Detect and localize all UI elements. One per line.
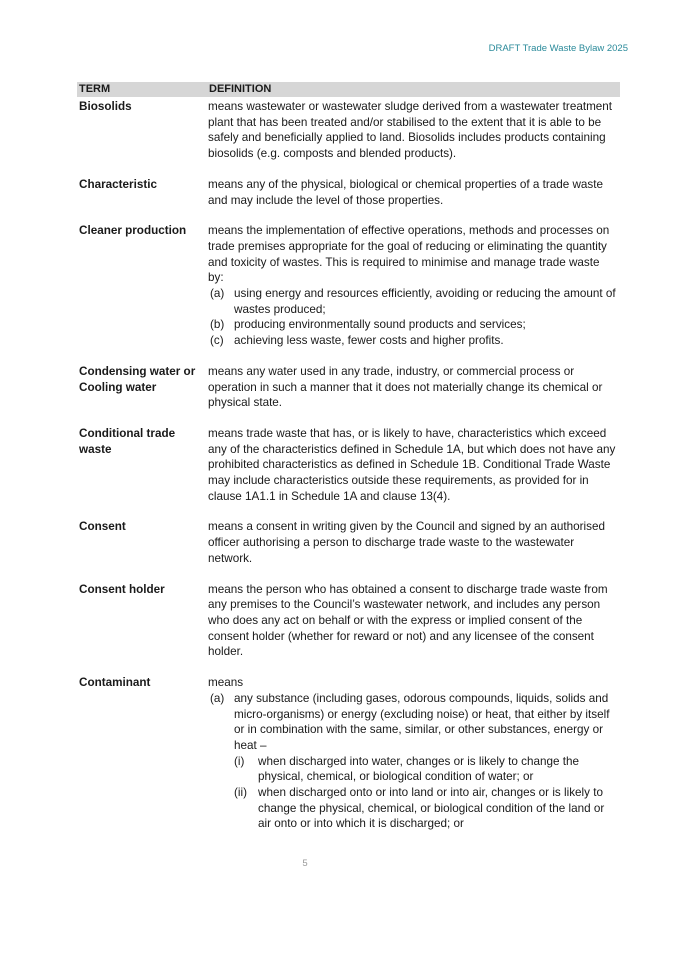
- definition-cell: [208, 223, 618, 349]
- definition-text: means the implementation of effective operations, methods and processes on trade premises appropriate for the goal of reducing or eliminating the quantity and toxicity of wastes. This is required to minimise and manage trade waste by:: [208, 224, 610, 285]
- list-label: (b): [210, 318, 225, 332]
- term-cell: Conditional trade waste: [79, 426, 176, 456]
- list-label: (a): [210, 691, 225, 705]
- definition-cell: means trade waste that has, or is likely to have, characteristics which exceed any of the characteristics defined in Schedule 1A, but which does not have any prohibited characteristics as defined in Schedule 1B. Conditional Trade Waste may include characteristics outside these requirements, as provided for in clause 1A1.1 in Schedule 1A and clause 13(4).: [208, 426, 616, 503]
- list-text: any substance (including gases, odorous compounds, liquids, solids and micro-organisms) or energy (excluding noise) or heat, that either by itself or in combination with the same, similar, or other substances, energy or heat –: [234, 691, 610, 752]
- definition-cell: means the person who has obtained a consent to discharge trade waste from any premises to the Council’s wastewater network, and includes any person who does any act on behalf or with the express or implied consent of the consent holder (whether for reward or not) and any licensee of the consent holder.: [208, 582, 608, 659]
- table-row: [77, 519, 620, 566]
- definition-cell: means wastewater or wastewater sludge derived from a wastewater treatment plant that has been treated and/or stabilised to the extent that it is able to be safely and beneficially applied to land. Biosolids includes products containing biosolids (e.g. composts and blended products).: [208, 100, 613, 161]
- list-text: when discharged onto or into land or into air, changes or is likely to change the physical, chemical, or biological condition of the land or air onto or into which it is discharged; or: [258, 786, 605, 831]
- list-label: (ii): [234, 786, 247, 800]
- definition-cell: [208, 675, 618, 832]
- list-text: when discharged into water, changes or is likely to change the physical, chemical, or biological condition of water; or: [258, 754, 579, 784]
- table-row: [77, 364, 620, 411]
- definition-cell: means any of the physical, biological or chemical properties of a trade waste and may include the level of those properties.: [208, 177, 603, 207]
- document-header-title: DRAFT Trade Waste Bylaw 2025: [488, 43, 628, 54]
- table-row: [77, 426, 620, 505]
- definitions-table: [77, 82, 620, 832]
- list-text: using energy and resources efficiently, avoiding or reducing the amount of wastes produced;: [234, 287, 616, 316]
- list-label: (a): [210, 287, 225, 301]
- term-cell: Consent: [79, 520, 126, 534]
- list-label: (i): [234, 754, 245, 768]
- term-cell: Consent holder: [79, 582, 165, 596]
- list-text: achieving less waste, fewer costs and higher profits.: [234, 334, 504, 348]
- list-text: producing environmentally sound products and services;: [234, 318, 526, 332]
- table-row: [77, 675, 620, 832]
- term-cell: Biosolids: [79, 100, 132, 113]
- sub-list-item: [208, 754, 618, 785]
- table-row: [77, 223, 620, 349]
- table-header: [77, 82, 620, 97]
- list-item: [208, 691, 618, 754]
- table-row: [77, 582, 620, 661]
- sub-list-item: [208, 785, 618, 832]
- term-cell: Cleaner production: [79, 224, 187, 238]
- table-row: [77, 177, 620, 208]
- page-number: 5: [302, 858, 308, 869]
- list-item: [208, 286, 618, 317]
- table-row: [77, 99, 620, 162]
- term-cell: Contaminant: [79, 676, 151, 690]
- definition-cell: means any water used in any trade, industry, or commercial process or operation in such a manner that it does not materially change its chemical or physical state.: [208, 364, 603, 410]
- list-item: [208, 333, 618, 349]
- term-cell: Condensing water or Cooling water: [79, 364, 196, 394]
- definition-text: means: [208, 676, 244, 690]
- column-header-definition: DEFINITION: [209, 83, 272, 95]
- column-header-term: TERM: [79, 83, 111, 95]
- definition-cell: means a consent in writing given by the Council and signed by an authorised officer authorising a person to discharge trade waste to the wastewater network.: [208, 520, 605, 565]
- list-label: (c): [210, 334, 224, 348]
- term-cell: Characteristic: [79, 177, 157, 191]
- list-item: [208, 317, 618, 333]
